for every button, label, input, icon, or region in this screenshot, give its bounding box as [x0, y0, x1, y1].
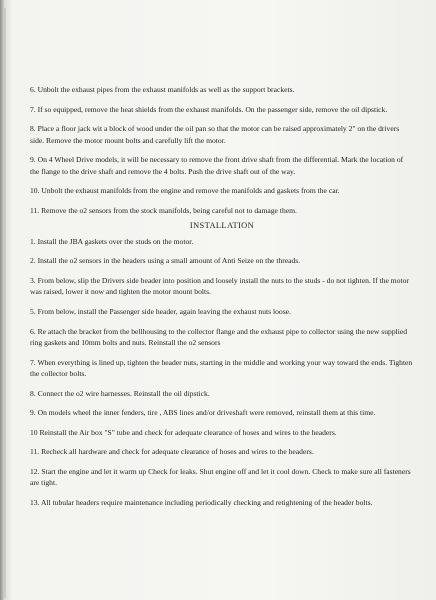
step-8-removal: 8. Place a floor jack wit a block of wood under the oil pan so that the motor can be raised approximately 2" on the drivers side. Remove the motor mount bolts and carefully lift the motor. — [30, 124, 400, 145]
step-12-install: 12. Start the engine and let it warm up Check for leaks. Shut engine off and let it cool down. Check to make sure all fasteners are tight. — [30, 466, 411, 488]
step-6-removal: 6. Unbolt the exhaust pipes from the exhaust manifolds as well as the support brackets. — [30, 85, 295, 94]
scan-artifact-line — [4, 8, 6, 598]
step-10-install: 10 Reinstall the Air box "S" tube and check for adequate clearance of hoses and wires to the headers. — [30, 427, 337, 437]
step-7-install: 7. When everything is lined up, tighten the header nuts, starting in the middle and working your way toward the ends. Tighten the collector bolts. — [30, 357, 413, 378]
instruction-text — [30, 84, 414, 517]
step-9-install: 9. On models wheel the inner fenders, tire , ABS lines and/or driveshaft were removed, reinstall them at this time. — [30, 408, 376, 418]
installation-heading: INSTALLATION — [189, 221, 255, 231]
step-5-install: 5. From below, install the Passenger side header, again leaving the exhaust nuts loose. — [30, 306, 291, 316]
step-1-install: 1. Install the JBA gaskets over the studs on the motor. — [30, 236, 194, 246]
step-11-install: 11. Recheck all hardware and check for adequate clearance of hoses and wires to the headers. — [30, 447, 314, 457]
step-13-install: 13. All tubular headers require maintenance including periodically checking and retightening of the header bolts. — [30, 497, 373, 507]
step-3-install: 3. From below, slip the Drivers side header into position and loosely install the nuts to the studs - do not tighten. If the motor was raised, lower it now and tighten the motor mount bolts. — [30, 275, 409, 297]
step-2-install: 2. Install the o2 sensors in the headers using a small amount of Anti Seize on the threads. — [30, 256, 301, 266]
step-10-removal: 10. Unbolt the exhaust manifolds from the engine and remove the manifolds and gaskets from the car. — [30, 186, 340, 196]
step-8-install: 8. Connect the o2 wire harnesses. Reinstall the oil dipstick. — [30, 388, 210, 398]
step-6-install: 6. Re attach the bracket from the bellhousing to the collector flange and the exhaust pipe to collector using the new supplied ring gaskets and 10mm bolts and nuts. Reinstall the o2 sensors — [30, 326, 408, 347]
step-11-removal: 11. Remove the o2 sensors from the stock manifolds, being careful not to damage them. — [30, 205, 297, 215]
step-7-removal: 7. If so equipped, remove the heat shields from the exhaust manifolds. On the passenger side, remove the oil dipstick. — [30, 104, 388, 114]
step-9-removal: 9. On 4 Wheel Drive models, it will be necessary to remove the front drive shaft from the differential. Mark the location of the flange to the drive shaft and remove the 4 bolts. Push the drive shaft out of the way. — [30, 155, 404, 176]
